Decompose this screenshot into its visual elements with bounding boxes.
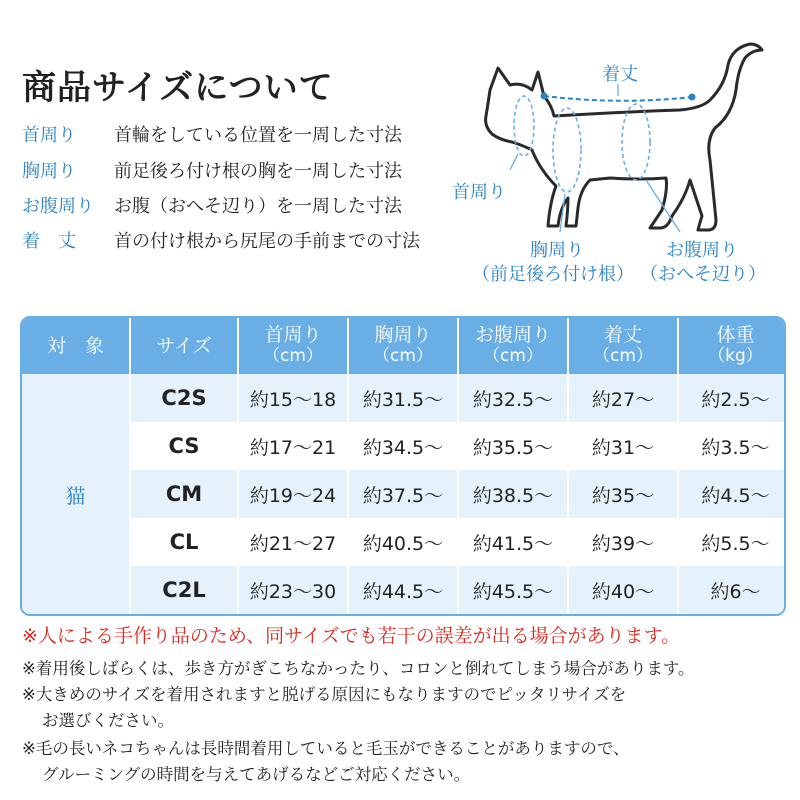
page-title: 商品サイズについて [22,68,334,108]
label-length: 着丈 [602,64,638,85]
belly-cell: 約45.5〜 [459,566,567,614]
belly-cell: 約32.5〜 [459,374,567,422]
chest-cell: 約44.5〜 [349,566,457,614]
note-2: ※大きめのサイズを着用されますと脱げる原因にもなりますのでピッタリサイズを [22,685,627,704]
neck-cell: 約21〜27 [239,518,347,566]
definition-desc: 首輪をしている位置を一周した寸法 [114,125,402,146]
definition-term: 胸周り [22,161,76,182]
header-chest: 胸周り （cm） [349,318,457,374]
weight-cell: 約2.5〜 [679,374,786,422]
definition-term: 首周り [22,125,76,146]
label-belly-sub: （おへそ辺り） [640,264,766,285]
note-3: ※毛の長いネコちゃんは長時間着用していると毛玉ができることがありますので、 [22,739,630,758]
length-cell: 約31〜 [569,422,677,470]
note-1: ※着用後しばらくは、歩き方がぎこちなかったり、コロンと倒れてしまう場合があります。 [22,659,695,678]
weight-cell: 約5.5〜 [679,518,786,566]
definition-chest [22,155,482,185]
chest-cell: 約31.5〜 [349,374,457,422]
cat-diagram [440,30,800,290]
header-weight: 体重 （kg） [679,318,786,374]
label-neck: 首周り [452,182,506,203]
warning-note: ※人による手作り品のため、同サイズでも若干の誤差が出る場合があります。 [22,625,681,647]
size-cell: C2S [131,374,237,422]
weight-cell: 約4.5〜 [679,470,786,518]
definition-desc: 首の付け根から尻尾の手前までの寸法 [114,231,420,252]
header-size: サイズ [131,318,237,374]
note-3-cont: グルーミングの時間を与えてあげるなどご対応ください。 [42,765,471,784]
length-cell: 約27〜 [569,374,677,422]
header-length: 着丈 （cm） [569,318,677,374]
label-belly: お腹周り [666,240,738,261]
header-neck: 首周り （cm） [239,318,347,374]
chest-cell: 約34.5〜 [349,422,457,470]
belly-cell: 約35.5〜 [459,422,567,470]
label-chest-sub: （前足後ろ付け根） [472,264,634,285]
length-cell: 約35〜 [569,470,677,518]
definition-neck [22,119,482,149]
length-cell: 約40〜 [569,566,677,614]
size-cell: CM [131,470,237,518]
length-cell: 約39〜 [569,518,677,566]
size-cell: C2L [131,566,237,614]
header-belly: お腹周り （cm） [459,318,567,374]
belly-cell: 約41.5〜 [459,518,567,566]
weight-cell: 約6〜 [679,566,786,614]
definition-term: 着 丈 [22,231,76,252]
neck-cell: 約15〜18 [239,374,347,422]
weight-cell: 約3.5〜 [679,422,786,470]
definition-term: お腹周り [22,196,94,217]
label-chest: 胸周り [530,240,584,261]
definition-desc: 前足後ろ付け根の胸を一周した寸法 [114,161,402,182]
header-target: 対 象 [22,318,129,374]
size-cell: CS [131,422,237,470]
neck-cell: 約23〜30 [239,566,347,614]
neck-cell: 約17〜21 [239,422,347,470]
chest-cell: 約40.5〜 [349,518,457,566]
belly-cell: 約38.5〜 [459,470,567,518]
definition-length [22,225,482,255]
note-2-cont: お選びください。 [42,711,174,730]
definition-desc: お腹（おへそ辺り）を一周した寸法 [114,196,402,217]
definition-belly [22,190,482,220]
category-cell: 猫 [22,374,129,614]
neck-cell: 約19〜24 [239,470,347,518]
chest-cell: 約37.5〜 [349,470,457,518]
size-cell: CL [131,518,237,566]
size-table [20,316,786,616]
